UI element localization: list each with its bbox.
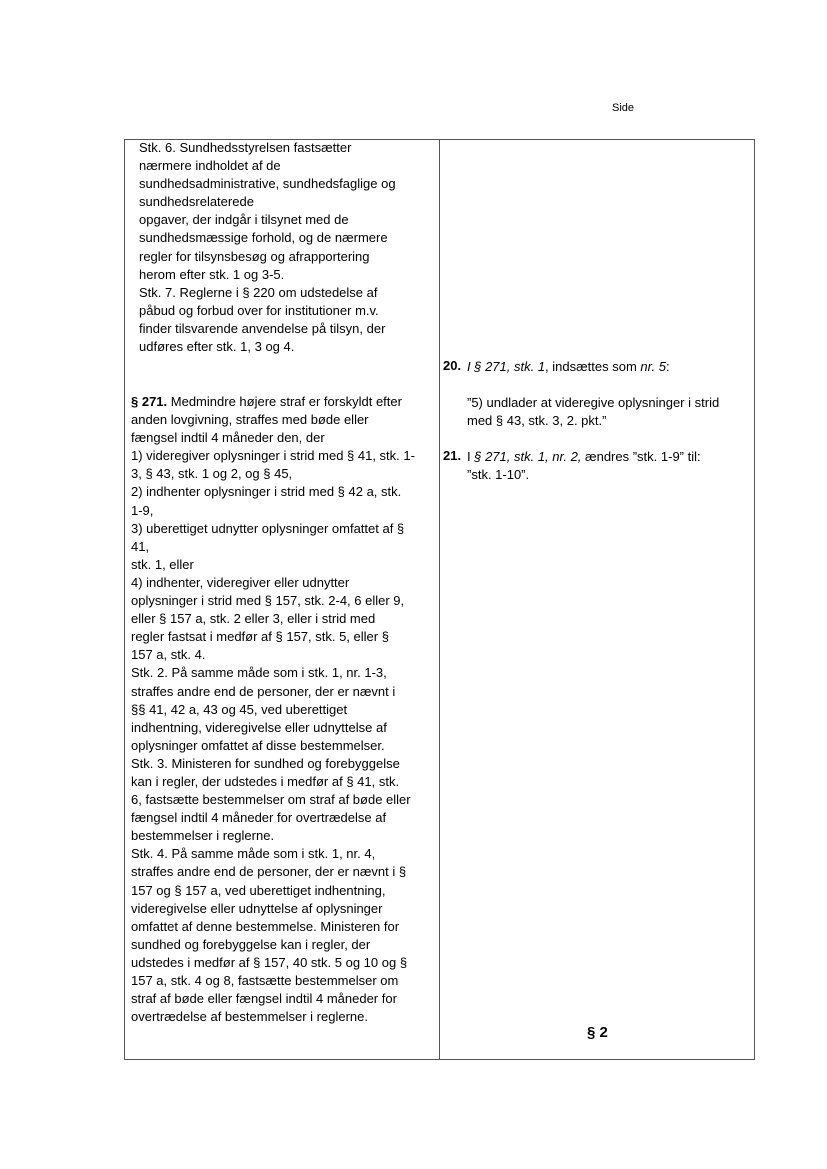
- item-20-tail: :: [665, 359, 670, 374]
- item-21-number: 21.: [443, 448, 462, 463]
- column-divider: [439, 139, 440, 1060]
- section-271-intro: Medmindre højere straf er forskyldt efter anden lovgivning, straffes med bøde eller fængsel indtil 4 måneder den, der: [131, 394, 402, 446]
- item-21-pre: I: [467, 449, 475, 464]
- item-20-nr: nr. 5: [640, 359, 666, 374]
- item-20-number: 20.: [443, 358, 462, 373]
- item-20-text: [467, 358, 670, 376]
- item-21-body: ændres ”stk. 1-9” til: ”stk. 1-10”.: [467, 449, 701, 483]
- item-21-text: [467, 448, 757, 484]
- section-271-body: 1) videregiver oplysninger i strid med § 41, stk. 1- 3, § 43, stk. 1 og 2, og § 45, 2) indhenter oplysninger i strid med § 42 a, stk. 1-9, 3) uberettiget udnytter oplysninger omfattet af § 41, stk. 1, eller 4) indhenter, videregiver eller udnytter oplysninger i strid med § 157, stk. 2-4, 6 eller 9, eller § 157 a, stk. 2 eller 3, eller i strid med regler fastsat i medfør af § 157, stk. 5, eller § 157 a, stk. 4. Stk. 2. På samme måde som i stk. 1, nr. 1-3, straffes andre end de personer, der er nævnt i §§ 41, 42 a, 43 og 45, ved uberettiget indhentning, videregivelse eller udnyttelse af oplysninger omfattet af disse bestemmelser. Stk. 3. Ministeren for sundhed og forebyggelse kan i regler, der udstedes i medfør af § 41, stk. 6, fastsætte bestemmelser om straf af bøde eller fængsel indtil 4 måneder for overtrædelse af bestemmelser i reglerne. Stk. 4. På samme måde som i stk. 1, nr. 4, straffes andre end de personer, der er nævnt i § 157 og § 157 a, ved uberettiget indhentning, videregivelse eller udnyttelse af oplysninger omfattet af denne bestemmelse. Ministeren for sundhed og forebyggelse kan i regler, der udstedes i medfør af § 157, 40 stk. 5 og 10 og § 157 a, stk. 4 og 8, fastsætte bestemmelser om straf af bøde eller fængsel indtil 4 måneder for overtrædelse af bestemmelser i reglerne.: [131, 448, 415, 1025]
- left-section-271-text: [131, 393, 436, 1026]
- item-21-ref: § 271, stk. 1, nr. 2,: [474, 449, 582, 464]
- item-20-quote: ”5) undlader at videregive oplysninger i strid med § 43, stk. 3, 2. pkt.”: [467, 395, 720, 429]
- left-current-law-block-stk6-stk7: Stk. 6. Sundhedsstyrelsen fastsætter nærmere indholdet af de sundhedsadministrative, sundhedsfaglige og sundhedsrelaterede opgaver, der indgår i tilsynet med de sundhedsmæssige forhold, og de nærmere regler for tilsynsbesøg og afrapportering herom efter stk. 1 og 3-5. Stk. 7. Reglerne i § 220 om udstedelse af påbud og forbud over for institutioner m.v. finder tilsvarende anvendelse på tilsyn, der udføres efter stk. 1, 3 og 4.: [139, 140, 396, 355]
- item-20-ref: I § 271, stk. 1: [467, 359, 546, 374]
- section-271-heading: § 271.: [131, 394, 168, 409]
- section-2-marker: § 2: [587, 1024, 608, 1041]
- page-side-label: Side: [612, 102, 635, 114]
- item-20-mid: , indsættes som: [545, 359, 641, 374]
